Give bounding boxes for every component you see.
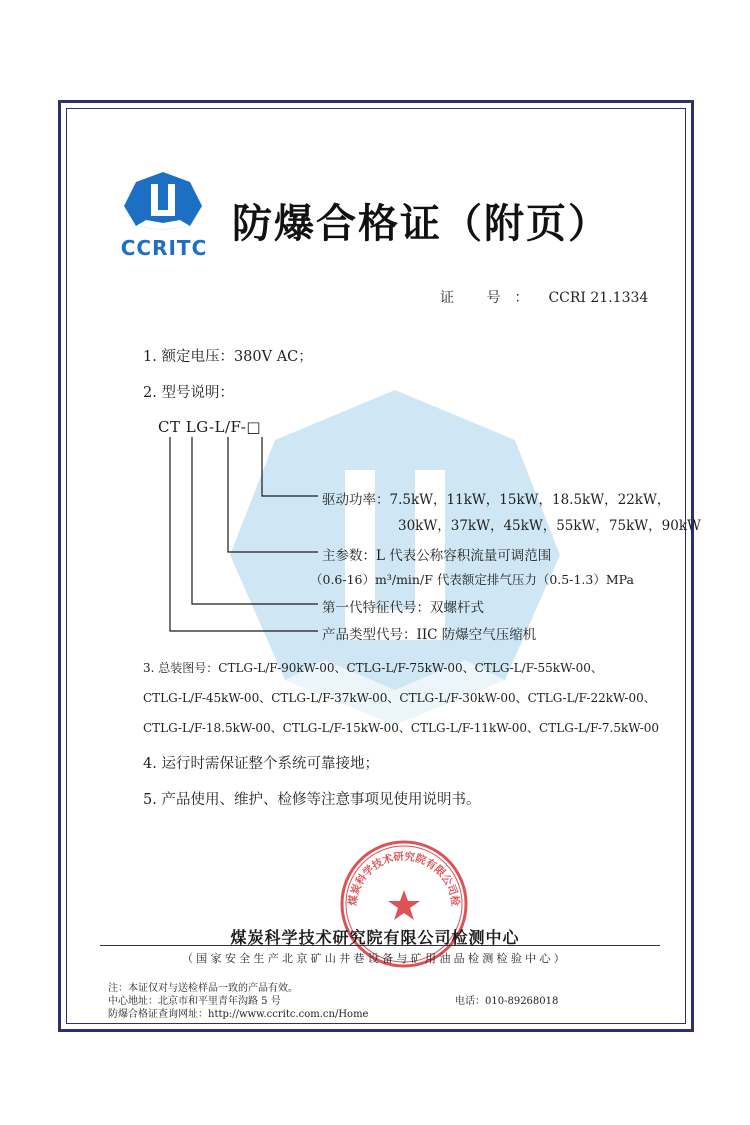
issuer-subtitle: （国家安全生产北京矿山井巷设备与矿用油品检测检验中心）	[181, 952, 569, 965]
assembly-line-2: CTLG-L/F-45kW-00、CTLG-L/F-37kW-00、CTLG-L/F-30kW-00、CTLG-L/F-22kW-00、	[143, 691, 656, 705]
manual-note: 5. 产品使用、维护、检修等注意事项见使用说明书。	[143, 792, 481, 808]
drive-power-line-2: 30kW，37kW，45kW，55kW，75kW，90kW	[398, 518, 701, 534]
product-type: 产品类型代号：IIC 防爆空气压缩机	[322, 627, 537, 643]
issuer-name: 煤炭科学技术研究院有限公司检测中心	[230, 928, 520, 947]
svg-text:煤炭科学技术研究院有限公司检测中心	[338, 838, 462, 907]
rated-voltage: 1. 额定电压：380V AC；	[143, 349, 313, 365]
connector-feature-code	[192, 437, 318, 604]
assembly-line-3: CTLG-L/F-18.5kW-00、CTLG-L/F-15kW-00、CTLG-L/F-11kW-00、CTLG-L/F-7.5kW-00	[143, 721, 660, 735]
drive-power-line-1: 驱动功率：7.5kW，11kW，15kW，18.5kW，22kW，	[322, 492, 671, 508]
model-code: CT LG-L/F-□	[158, 418, 262, 436]
certificate-number: CCRI 21.1334	[548, 290, 649, 306]
divider	[100, 945, 660, 946]
certificate-number-label: 证 号：	[440, 290, 543, 306]
logo-text: CCRITC	[120, 236, 208, 260]
connector-drive-power	[262, 437, 318, 496]
model-heading: 2. 型号说明：	[143, 385, 234, 401]
connector-main-param	[228, 437, 318, 552]
footer-note: 注：本证仅对与送检样品一致的产品有效。	[108, 983, 298, 994]
main-param-line-2: （0.6-16）m³/min/F 代表额定排气压力（0.5-1.3）MPa	[310, 572, 634, 587]
feature-code: 第一代特征代号：双螺杆式	[322, 600, 484, 616]
seal-text: 煤炭科学技术研究院有限公司检	[346, 850, 462, 907]
footer-address: 中心地址：北京市和平里青年沟路 5 号	[108, 996, 281, 1007]
assembly-line-1: 3. 总装图号：CTLG-L/F-90kW-00、CTLG-L/F-75kW-00、CTLG-L/F-55kW-00、	[143, 661, 603, 675]
footer-website: 防爆合格证查询网址：http://www.ccritc.com.cn/Home	[108, 1009, 369, 1020]
main-param-line-1: 主参数：L 代表公称容积流量可调范围	[322, 548, 552, 564]
grounding-note: 4. 运行时需保证整个系统可靠接地；	[143, 756, 379, 772]
page-title: 防爆合格证（附页）	[232, 201, 610, 247]
footer-phone: 电话：010-89268018	[455, 996, 559, 1007]
